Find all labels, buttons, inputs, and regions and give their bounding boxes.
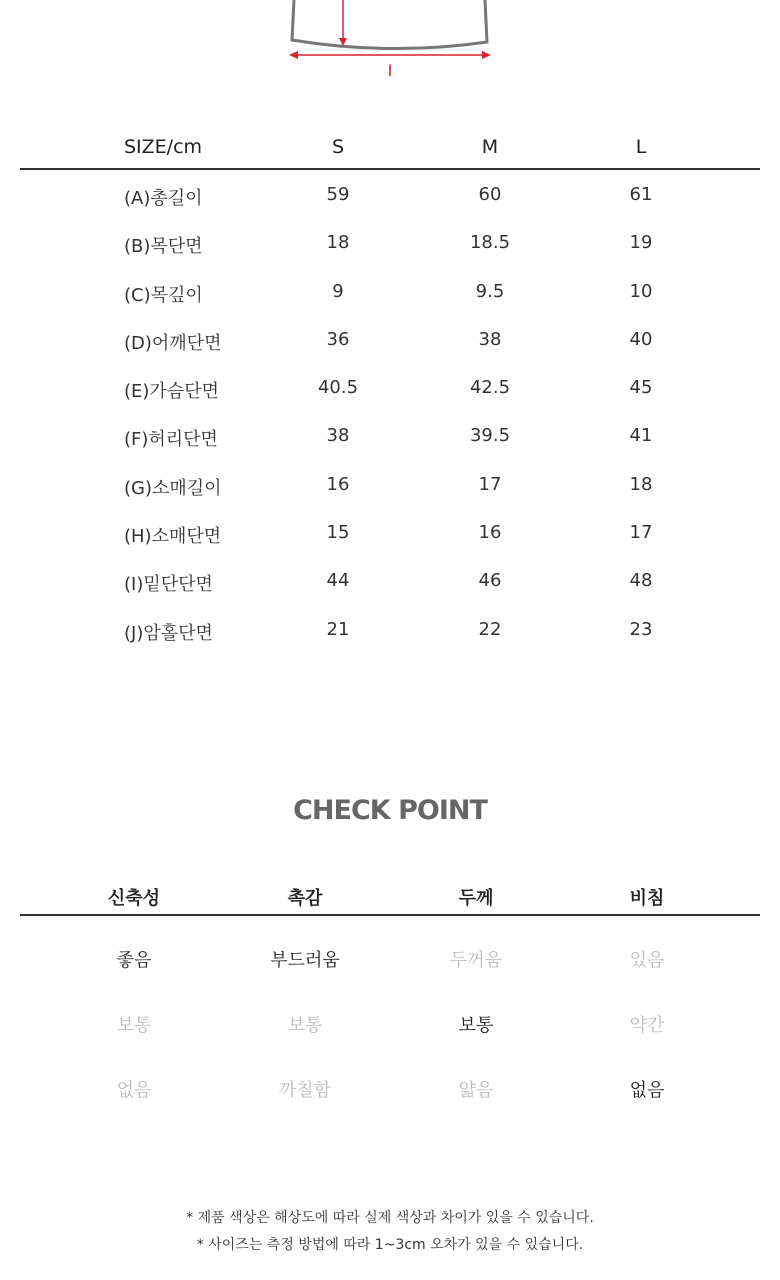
size-m-value: 60 (478, 184, 502, 205)
header-texture: 촉감 (287, 888, 323, 909)
size-l-value: 18 (629, 473, 653, 495)
check-option-sheerness: 약간 (629, 1015, 665, 1036)
header-s: S (331, 136, 345, 158)
size-s-value: 40.5 (317, 377, 359, 399)
size-m-value: 38 (478, 328, 502, 350)
check-row (20, 981, 760, 1046)
size-table-header (20, 120, 760, 170)
size-m-value: 42.5 (469, 377, 511, 399)
check-option-sheerness: 있음 (629, 950, 665, 971)
size-m-value: 17 (478, 473, 502, 495)
hem-measure-arrow-left (289, 51, 298, 59)
size-row (20, 363, 760, 411)
size-m-value: 46 (478, 570, 502, 592)
size-l-value: 40 (629, 328, 653, 350)
size-l-value: 48 (629, 570, 653, 592)
check-point-title: CHECK POINT (293, 795, 487, 826)
size-row (20, 411, 760, 459)
check-option-elasticity: 없음 (116, 1080, 152, 1101)
size-label: (G)소매길이 (124, 477, 222, 499)
size-s-value: 9 (332, 280, 344, 302)
size-l-value: 10 (629, 280, 653, 302)
check-option-texture: 부드러움 (270, 950, 340, 971)
header-sheerness: 비침 (629, 888, 665, 909)
size-label: (E)가슴단면 (124, 381, 219, 403)
size-label: (J)암홀단면 (124, 622, 213, 644)
size-m-value: 18.5 (469, 232, 511, 254)
size-s-value: 15 (326, 522, 350, 544)
size-row (20, 460, 760, 508)
size-l-value: 19 (629, 232, 653, 254)
size-table-body (20, 170, 760, 653)
check-point-body (20, 916, 760, 1111)
check-option-thickness: 보통 (458, 1015, 494, 1036)
note-size: * 사이즈는 측정 방법에 따라 1~3cm 오차가 있을 수 있습니다. (196, 1237, 584, 1253)
size-s-value: 38 (326, 425, 350, 447)
check-option-thickness: 얇음 (458, 1080, 494, 1101)
size-s-value: 16 (326, 473, 350, 495)
header-thickness: 두께 (458, 888, 494, 909)
size-l-value: 61 (629, 184, 653, 205)
size-s-value: 59 (326, 184, 350, 205)
header-elasticity: 신축성 (107, 888, 161, 909)
header-m: M (481, 136, 499, 158)
check-option-texture: 까칠함 (278, 1080, 332, 1101)
size-row (20, 556, 760, 604)
size-row (20, 170, 760, 218)
size-s-value: 18 (326, 232, 350, 254)
garment-diagram (0, 0, 780, 90)
size-row (20, 267, 760, 315)
hem-measure-label: I (387, 61, 393, 80)
size-row (20, 315, 760, 363)
check-row (20, 916, 760, 981)
size-l-value: 45 (629, 377, 653, 399)
size-row (20, 605, 760, 653)
size-s-value: 44 (326, 570, 350, 592)
garment-outline (292, 0, 487, 49)
size-label: (A)총길이 (124, 188, 203, 209)
check-point-header (20, 872, 760, 916)
size-row (20, 508, 760, 556)
size-l-value: 17 (629, 522, 653, 544)
size-label: (C)목깊이 (124, 284, 203, 306)
check-option-elasticity: 보통 (116, 1015, 152, 1036)
size-table (20, 120, 760, 653)
size-label: (F)허리단면 (124, 429, 218, 451)
check-option-sheerness: 없음 (629, 1080, 665, 1101)
check-option-texture: 보통 (287, 1015, 323, 1036)
size-label: (I)밑단단면 (124, 574, 213, 596)
hem-measure-arrow-right (482, 51, 491, 59)
size-m-value: 16 (478, 522, 502, 544)
note-color: * 제품 색상은 해상도에 따라 실제 색상과 차이가 있을 수 있습니다. (186, 1210, 594, 1226)
size-l-value: 41 (629, 425, 653, 447)
check-point-table (20, 872, 760, 1111)
size-label: (B)목단면 (124, 236, 203, 258)
size-m-value: 22 (478, 618, 502, 640)
check-row (20, 1046, 760, 1111)
header-l: L (635, 136, 647, 158)
size-s-value: 36 (326, 328, 350, 350)
size-label: (H)소매단면 (124, 526, 222, 548)
size-row (20, 218, 760, 266)
size-label: (D)어깨단면 (124, 332, 222, 354)
size-m-value: 39.5 (469, 425, 511, 447)
check-option-elasticity: 좋음 (116, 950, 152, 971)
header-size: SIZE/cm (124, 136, 203, 158)
size-m-value: 9.5 (475, 280, 505, 302)
notes (0, 1205, 780, 1259)
size-s-value: 21 (326, 618, 350, 640)
size-l-value: 23 (629, 618, 653, 640)
check-option-thickness: 두꺼움 (449, 950, 503, 971)
